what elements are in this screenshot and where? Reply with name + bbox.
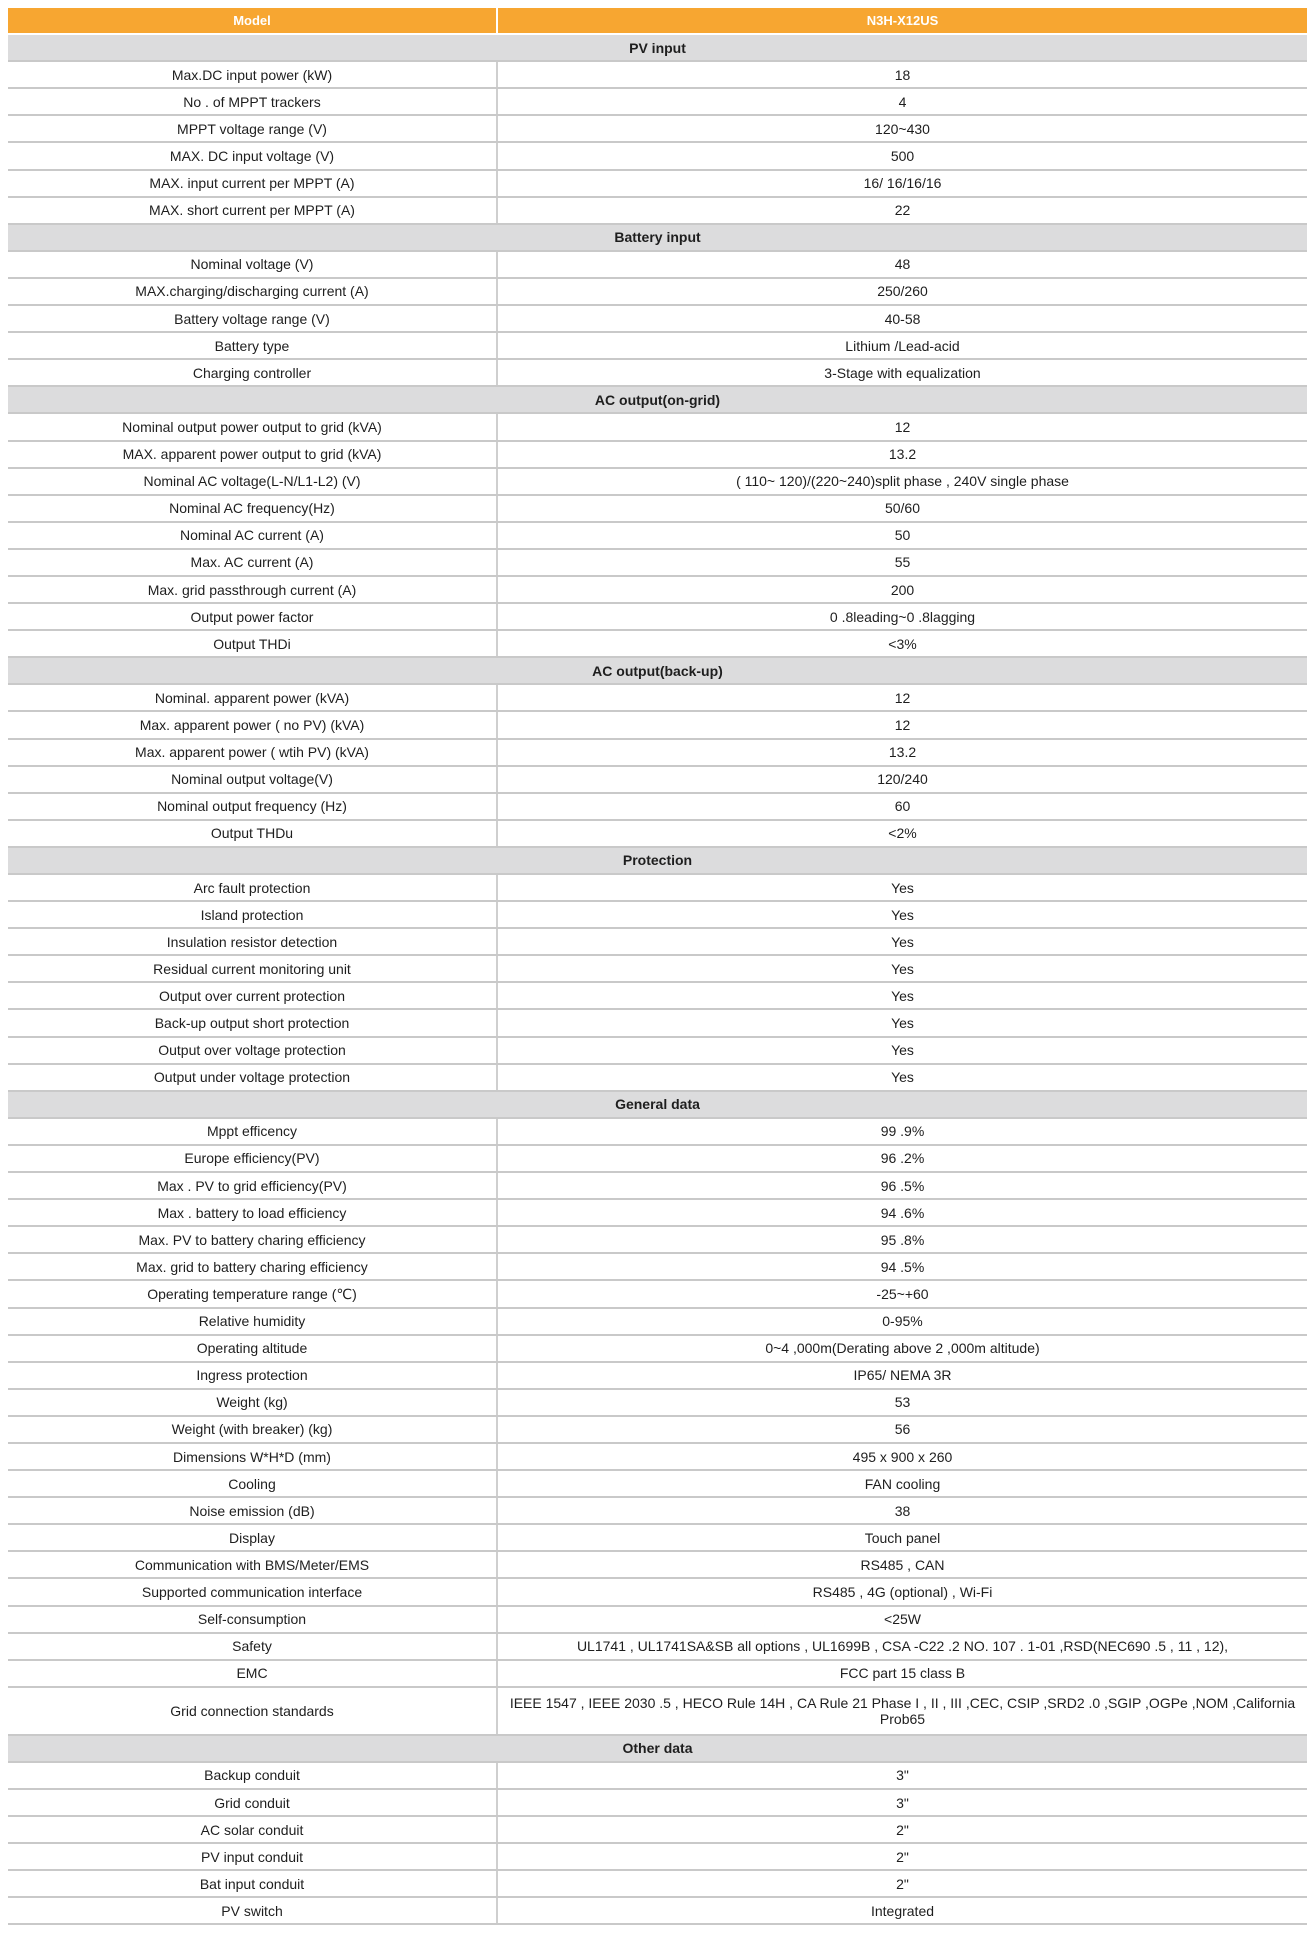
table-row [8, 577, 1307, 604]
spec-value: 16/ 16/16/16 [863, 175, 942, 192]
spec-label: Display [8, 1525, 498, 1550]
table-row [8, 360, 1307, 387]
spec-label: Max. grid passthrough current (A) [8, 577, 498, 602]
table-row [8, 1010, 1307, 1037]
spec-label: Back-up output short protection [8, 1010, 498, 1035]
spec-value: 18 [894, 66, 911, 83]
section-title: Battery input [614, 229, 701, 246]
spec-value: 48 [894, 256, 911, 273]
table-row [8, 1579, 1307, 1606]
spec-value: 94 .5% [880, 1258, 925, 1275]
spec-value: 495 x 900 x 260 [852, 1448, 953, 1465]
spec-label: Max. PV to battery charing efficiency [8, 1227, 498, 1252]
spec-value: Yes [891, 906, 914, 923]
table-row [8, 1146, 1307, 1173]
spec-value: 40-58 [884, 310, 921, 327]
section-title: PV input [629, 39, 686, 56]
section-header [8, 225, 1307, 252]
spec-label: MAX.charging/discharging current (A) [8, 279, 498, 304]
spec-value: 3" [896, 1767, 909, 1784]
spec-value: 12 [894, 418, 911, 435]
spec-value: 94 .6% [880, 1204, 925, 1221]
table-row [8, 442, 1307, 469]
spec-value: 56 [894, 1421, 911, 1438]
spec-value: Yes [891, 1015, 914, 1032]
table-row [8, 821, 1307, 848]
spec-label: Relative humidity [8, 1309, 498, 1334]
spec-value: Yes [891, 1042, 914, 1059]
spec-label: Grid connection standards [8, 1688, 498, 1734]
spec-value: <2% [888, 825, 917, 842]
spec-table [8, 8, 1307, 1925]
spec-label: Output over voltage protection [8, 1038, 498, 1063]
spec-label: Grid conduit [8, 1790, 498, 1815]
spec-label: Europe efficiency(PV) [8, 1146, 498, 1171]
spec-label: Operating altitude [8, 1336, 498, 1361]
table-row [8, 1844, 1307, 1871]
spec-label: Island protection [8, 902, 498, 927]
table-row [8, 469, 1307, 496]
table-row [8, 550, 1307, 577]
spec-label: Output over current protection [8, 983, 498, 1008]
section-title: AC output(back-up) [592, 662, 723, 679]
table-row [8, 1525, 1307, 1552]
section-header [8, 658, 1307, 685]
table-row [8, 1281, 1307, 1308]
spec-label: MAX. short current per MPPT (A) [8, 198, 498, 223]
spec-value: 53 [894, 1394, 911, 1411]
table-row [8, 712, 1307, 739]
table-row [8, 1790, 1307, 1817]
table-row [8, 1119, 1307, 1146]
spec-label: Battery voltage range (V) [8, 306, 498, 331]
table-row [8, 1173, 1307, 1200]
section-title: Other data [622, 1740, 693, 1757]
spec-label: Nominal voltage (V) [8, 252, 498, 277]
table-row [8, 767, 1307, 794]
spec-label: Max . PV to grid efficiency(PV) [8, 1173, 498, 1198]
spec-value: Yes [891, 1069, 914, 1086]
spec-label: Operating temperature range (℃) [8, 1281, 498, 1306]
table-row [8, 1688, 1307, 1736]
spec-label: Output under voltage protection [8, 1065, 498, 1090]
table-row [8, 496, 1307, 523]
table-row [8, 902, 1307, 929]
spec-label: Weight (with breaker) (kg) [8, 1417, 498, 1442]
spec-label: Max . battery to load efficiency [8, 1200, 498, 1225]
spec-label: Noise emission (dB) [8, 1498, 498, 1523]
spec-label: PV input conduit [8, 1844, 498, 1869]
spec-value: 0-95% [882, 1313, 923, 1330]
table-row [8, 333, 1307, 360]
table-row [8, 740, 1307, 767]
spec-value: 55 [894, 554, 911, 571]
spec-value: 2" [896, 1848, 909, 1865]
spec-value: 500 [890, 148, 915, 165]
spec-label: Arc fault protection [8, 875, 498, 900]
table-row [8, 1390, 1307, 1417]
spec-label: Safety [8, 1634, 498, 1659]
table-row [8, 794, 1307, 821]
spec-label: AC solar conduit [8, 1817, 498, 1842]
spec-value: <3% [888, 635, 917, 652]
spec-value: RS485 , 4G (optional) , Wi-Fi [812, 1583, 993, 1600]
table-row [8, 1309, 1307, 1336]
table-row [8, 1661, 1307, 1688]
table-row [8, 523, 1307, 550]
spec-label: Nominal output voltage(V) [8, 767, 498, 792]
spec-value: 50/60 [884, 500, 921, 517]
table-row [8, 604, 1307, 631]
spec-label: Max. apparent power ( no PV) (kVA) [8, 712, 498, 737]
table-row [8, 1444, 1307, 1471]
table-row [8, 1254, 1307, 1281]
spec-value: 4 [898, 93, 907, 110]
spec-value: 2" [896, 1875, 909, 1892]
spec-value: 96 .5% [880, 1177, 925, 1194]
spec-label: Self-consumption [8, 1607, 498, 1632]
spec-value: 12 [894, 689, 911, 706]
table-row [8, 983, 1307, 1010]
table-row [8, 1336, 1307, 1363]
spec-value: ( 110~ 120)/(220~240)split phase , 240V single phase [736, 473, 1069, 490]
table-row [8, 1065, 1307, 1092]
spec-value: -25~+60 [876, 1285, 929, 1302]
spec-value: UL1741 , UL1741SA&SB all options , UL1699B , CSA -C22 .2 NO. 107 . 1-01 ,RSD(NEC690 .5 , 11 , 12), [576, 1638, 1229, 1655]
spec-value: 2" [896, 1821, 909, 1838]
table-row [8, 1817, 1307, 1844]
spec-label: Nominal AC voltage(L-N/L1-L2) (V) [8, 469, 498, 494]
spec-label: MAX. apparent power output to grid (kVA) [8, 442, 498, 467]
spec-label: Insulation resistor detection [8, 929, 498, 954]
spec-label: Nominal. apparent power (kVA) [8, 685, 498, 710]
table-row [8, 62, 1307, 89]
spec-value: Yes [891, 933, 914, 950]
table-row [8, 89, 1307, 116]
spec-label: MAX. DC input voltage (V) [8, 143, 498, 168]
section-title: Protection [622, 852, 693, 869]
spec-value: 250/260 [877, 283, 928, 300]
spec-value: 60 [894, 798, 911, 815]
header-model-value: N3H-X12US [866, 12, 939, 28]
spec-label: Weight (kg) [8, 1390, 498, 1415]
spec-label: Output THDu [8, 821, 498, 846]
spec-label: Output THDi [8, 631, 498, 656]
spec-label: Nominal output power output to grid (kVA) [8, 414, 498, 439]
spec-value: 3" [896, 1794, 909, 1811]
table-row [8, 1363, 1307, 1390]
spec-label: PV switch [8, 1898, 498, 1923]
table-row [8, 1200, 1307, 1227]
spec-label: Bat input conduit [8, 1871, 498, 1896]
table-row [8, 1227, 1307, 1254]
section-title: General data [615, 1096, 700, 1113]
spec-label: Battery type [8, 333, 498, 358]
section-header [8, 848, 1307, 875]
spec-value: Touch panel [864, 1529, 941, 1546]
table-row [8, 1552, 1307, 1579]
spec-label: Ingress protection [8, 1363, 498, 1388]
spec-label: Cooling [8, 1471, 498, 1496]
spec-label: Max.DC input power (kW) [8, 62, 498, 87]
table-row [8, 685, 1307, 712]
table-row [8, 143, 1307, 170]
spec-value: <25W [884, 1611, 921, 1628]
table-row [8, 875, 1307, 902]
spec-label: Output power factor [8, 604, 498, 629]
spec-value: 50 [894, 527, 911, 544]
spec-value: Yes [891, 987, 914, 1004]
table-row [8, 1607, 1307, 1634]
section-header [8, 35, 1307, 62]
table-row [8, 116, 1307, 143]
table-row [8, 1898, 1307, 1925]
spec-value: 96 .2% [880, 1150, 925, 1167]
spec-value: Yes [891, 879, 914, 896]
spec-label: Residual current monitoring unit [8, 956, 498, 981]
table-row [8, 1763, 1307, 1790]
table-header-row [8, 8, 1307, 35]
spec-label: Nominal AC current (A) [8, 523, 498, 548]
spec-value: 99 .9% [880, 1123, 925, 1140]
section-title: AC output(on-grid) [594, 391, 721, 408]
section-header [8, 1736, 1307, 1763]
table-row [8, 198, 1307, 225]
spec-label: Max. AC current (A) [8, 550, 498, 575]
spec-value: RS485 , CAN [860, 1556, 945, 1573]
table-row [8, 631, 1307, 658]
spec-value: 22 [894, 202, 911, 219]
spec-value: IP65/ NEMA 3R [853, 1367, 952, 1384]
spec-label: No . of MPPT trackers [8, 89, 498, 114]
table-row [8, 414, 1307, 441]
spec-value: 120~430 [875, 120, 930, 137]
spec-label: Dimensions W*H*D (mm) [8, 1444, 498, 1469]
spec-value: Lithium /Lead-acid [845, 337, 960, 354]
spec-label: EMC [8, 1661, 498, 1686]
table-row [8, 1498, 1307, 1525]
spec-value: 3-Stage with equalization [824, 364, 981, 381]
spec-label: Backup conduit [8, 1763, 498, 1788]
spec-label: Mppt efficency [8, 1119, 498, 1144]
spec-value: Integrated [870, 1902, 935, 1919]
table-row [8, 1871, 1307, 1898]
table-row [8, 252, 1307, 279]
spec-value: 120/240 [877, 771, 928, 788]
spec-value: 200 [890, 581, 915, 598]
table-row [8, 1634, 1307, 1661]
spec-label: MPPT voltage range (V) [8, 116, 498, 141]
spec-value: FCC part 15 class B [839, 1665, 966, 1682]
spec-label: Max. apparent power ( wtih PV) (kVA) [8, 740, 498, 765]
spec-label: MAX. input current per MPPT (A) [8, 171, 498, 196]
spec-value: 13.2 [888, 446, 917, 463]
table-row [8, 1417, 1307, 1444]
table-row [8, 929, 1307, 956]
spec-value: IEEE 1547 , IEEE 2030 .5 , HECO Rule 14H , CA Rule 21 Phase I , II , III ,CEC, CSIP ,SRD2 .0 ,SGIP ,OGPe ,NOM ,California Prob65 [509, 1694, 1296, 1727]
spec-value: 95 .8% [880, 1231, 925, 1248]
table-row [8, 1038, 1307, 1065]
section-header [8, 387, 1307, 414]
spec-value: 0~4 ,000m(Derating above 2 ,000m altitude) [765, 1340, 1040, 1357]
table-row [8, 171, 1307, 198]
spec-value: Yes [891, 960, 914, 977]
spec-value: 12 [894, 716, 911, 733]
header-model-label: Model [8, 8, 498, 33]
spec-label: Nominal output frequency (Hz) [8, 794, 498, 819]
table-row [8, 956, 1307, 983]
table-row [8, 279, 1307, 306]
table-row [8, 306, 1307, 333]
spec-label: Max. grid to battery charing efficiency [8, 1254, 498, 1279]
spec-label: Nominal AC frequency(Hz) [8, 496, 498, 521]
spec-value: 0 .8leading~0 .8lagging [829, 608, 976, 625]
table-row [8, 1471, 1307, 1498]
spec-label: Communication with BMS/Meter/EMS [8, 1552, 498, 1577]
spec-value: FAN cooling [864, 1475, 941, 1492]
spec-value: 38 [894, 1502, 911, 1519]
section-header [8, 1092, 1307, 1119]
spec-label: Supported communication interface [8, 1579, 498, 1604]
spec-value: 13.2 [888, 744, 917, 761]
spec-label: Charging controller [8, 360, 498, 385]
